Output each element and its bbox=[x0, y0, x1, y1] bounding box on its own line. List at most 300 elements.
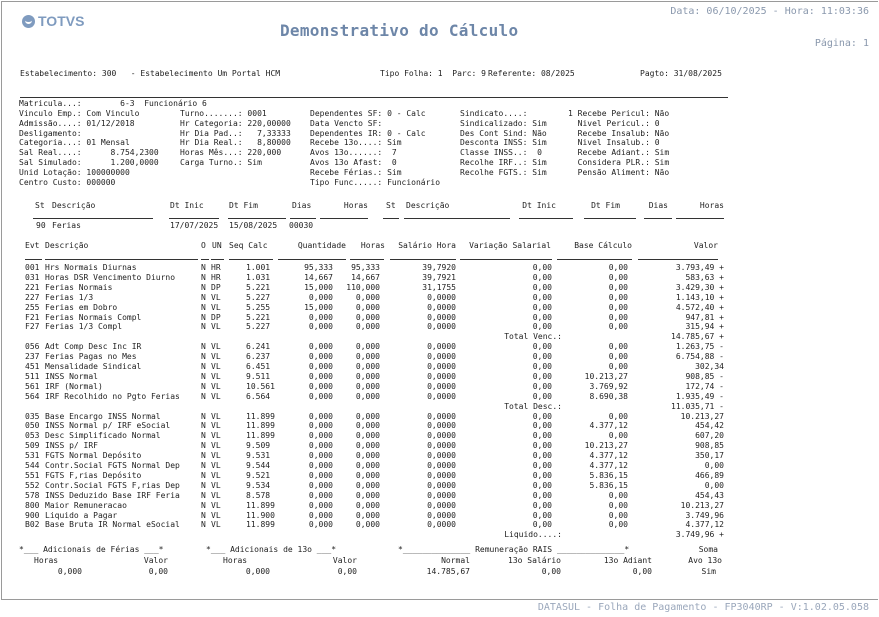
evt-horas: 0,000 bbox=[355, 292, 380, 302]
evt-un: HR bbox=[211, 272, 221, 282]
evt-valor: 454,43 bbox=[695, 490, 724, 500]
info-field: Hr Dia Pad..: 7,33333 bbox=[180, 128, 291, 138]
v-normal: 14.785,67 bbox=[426, 567, 470, 576]
soma-title: Soma bbox=[698, 545, 718, 554]
evt-seq: 5.227 bbox=[246, 292, 271, 302]
evt-seq: 11.899 bbox=[246, 421, 275, 431]
evt-salhora: 31,1755 bbox=[422, 282, 456, 292]
evt-desc: Ferias 1/3 Compl bbox=[45, 322, 123, 332]
evt-salhora: 0,0000 bbox=[427, 461, 456, 470]
column-underline bbox=[383, 218, 399, 219]
evt-valor: 1.935,49 - bbox=[675, 391, 724, 401]
evt-var: 0,00 bbox=[532, 421, 552, 431]
evt-seq: 6.451 bbox=[246, 362, 271, 371]
evt-o: N bbox=[201, 272, 206, 282]
info-field: Pensão Aliment: Não bbox=[568, 167, 670, 177]
situacao-header: Dt Fim bbox=[229, 201, 258, 210]
evt-desc: Ferias Normais Compl bbox=[45, 312, 142, 322]
evt-o: N bbox=[201, 470, 206, 480]
evt-var: 0,00 bbox=[532, 263, 552, 272]
situacao-header: Dt Inic bbox=[170, 201, 204, 210]
evt-var: 0,00 bbox=[532, 371, 552, 381]
evt-o: N bbox=[201, 362, 206, 371]
evt-code: 056 bbox=[25, 342, 40, 352]
evt-qtd: 15,000 bbox=[304, 302, 333, 312]
evt-seq: 11.899 bbox=[246, 411, 275, 421]
evt-salhora: 0,0000 bbox=[427, 381, 456, 391]
evt-seq: 5.221 bbox=[246, 282, 271, 292]
evt-code: 531 bbox=[25, 451, 40, 461]
evt-valor: 4.572,40 + bbox=[675, 302, 724, 312]
col-header-salhora: Salário Hora bbox=[398, 241, 456, 250]
total-label: Total Desc.: bbox=[504, 401, 562, 411]
evt-horas: 0,000 bbox=[355, 421, 380, 431]
evt-seq: 6.241 bbox=[246, 342, 271, 352]
evt-desc: Ferias Normais bbox=[45, 282, 113, 292]
evt-qtd: 95,333 bbox=[304, 263, 333, 272]
evt-code: 053 bbox=[25, 431, 40, 441]
info-field: Dependentes SF: 0 - Calc bbox=[310, 108, 426, 118]
evt-qtd: 0,000 bbox=[308, 411, 333, 421]
v-horas-ferias: 0,000 bbox=[57, 567, 82, 576]
evt-horas: 0,000 bbox=[355, 312, 380, 322]
tipo-folha: Tipo Folha: 1 Parc: 9 bbox=[380, 69, 486, 78]
evt-code: 900 bbox=[25, 510, 40, 520]
evt-valor: 3.793,49 + bbox=[675, 263, 724, 272]
evt-code: 551 bbox=[25, 470, 40, 480]
rais-title: *______________ Remuneração RAIS ______________* bbox=[398, 545, 630, 554]
date-time: Data: 06/10/2025 - Hora: 11:03:36 bbox=[670, 6, 869, 17]
evt-un: VL bbox=[211, 371, 221, 381]
evt-base: 0,00 bbox=[608, 282, 628, 292]
evt-qtd: 0,000 bbox=[308, 342, 333, 352]
situacao-inic: 17/07/2025 bbox=[170, 221, 219, 230]
evt-desc: INSS Normal bbox=[45, 371, 98, 381]
situacao-header: Dt Inic bbox=[522, 201, 556, 210]
column-underline bbox=[390, 259, 456, 260]
evt-salhora: 0,0000 bbox=[427, 431, 456, 441]
info-field: Recebe Férias.: Sim bbox=[310, 167, 402, 177]
evt-base: 5.836,15 bbox=[589, 470, 628, 480]
column-underline bbox=[25, 259, 42, 260]
evt-var: 0,00 bbox=[532, 282, 552, 292]
evt-qtd: 0,000 bbox=[308, 461, 333, 470]
evt-qtd: 0,000 bbox=[308, 312, 333, 322]
evt-code: 544 bbox=[25, 461, 40, 470]
evt-seq: 5.227 bbox=[246, 322, 271, 332]
info-field: Hr Dia Real.: 8,80000 bbox=[180, 138, 291, 148]
column-underline bbox=[320, 218, 368, 219]
info-field: Sindicato....: bbox=[460, 108, 528, 118]
evt-horas: 0,000 bbox=[355, 490, 380, 500]
info-field: Considera PLR.: Sim bbox=[568, 158, 670, 168]
evt-valor: 10.213,27 bbox=[680, 500, 724, 510]
evt-valor: 908,85 bbox=[695, 441, 724, 451]
evt-un: VL bbox=[211, 342, 221, 352]
evt-o: N bbox=[201, 302, 206, 312]
evt-code: 227 bbox=[25, 292, 40, 302]
evt-valor: 6.754,88 - bbox=[675, 352, 724, 362]
evt-seq: 9.521 bbox=[246, 470, 271, 480]
evt-valor: 0,00 bbox=[704, 480, 724, 490]
page-number: Página: 1 bbox=[814, 38, 869, 49]
evt-desc: Contr.Social FGTS F,rias Dep bbox=[45, 480, 180, 490]
evt-var: 0,00 bbox=[532, 451, 552, 461]
evt-base: 0,00 bbox=[608, 431, 628, 441]
evt-valor: 908,85 - bbox=[685, 371, 724, 381]
evt-desc: FGTS F,rias Depósito bbox=[45, 470, 142, 480]
evt-qtd: 0,000 bbox=[308, 510, 333, 520]
h-avos: Avo 13o bbox=[688, 556, 722, 565]
info-field: Admissão....: 01/12/2018 bbox=[19, 118, 135, 128]
evt-base: 4.377,12 bbox=[589, 451, 628, 461]
adicionais-ferias-title: *___ Adicionais de Férias ___* bbox=[19, 545, 164, 554]
evt-salhora: 0,0000 bbox=[427, 362, 456, 371]
evt-salhora: 0,0000 bbox=[427, 371, 456, 381]
info-field: Avos 13o Afast: 0 bbox=[310, 158, 397, 168]
evt-var: 0,00 bbox=[532, 312, 552, 322]
info-field: Recolhe IRF..: Sim bbox=[460, 158, 547, 168]
evt-seq: 11.899 bbox=[246, 500, 275, 510]
info-field: Recebe Insalub: Não bbox=[568, 128, 670, 138]
info-field: Sal Real....: 8.754,2300 bbox=[19, 148, 159, 158]
evt-un: VL bbox=[211, 352, 221, 362]
situacao-header: Horas bbox=[343, 201, 368, 210]
evt-un: VL bbox=[211, 451, 221, 461]
evt-var: 0,00 bbox=[532, 431, 552, 441]
evt-desc: Mensalidade Sindical bbox=[45, 362, 142, 371]
evt-base: 0,00 bbox=[608, 490, 628, 500]
evt-un: VL bbox=[211, 500, 221, 510]
evt-o: N bbox=[201, 342, 206, 352]
info-field: Centro Custo: 000000 bbox=[19, 177, 116, 187]
evt-qtd: 15,000 bbox=[304, 282, 333, 292]
evt-var: 0,00 bbox=[532, 510, 552, 520]
evt-horas: 0,000 bbox=[355, 470, 380, 480]
column-underline bbox=[290, 218, 316, 219]
evt-seq: 11.899 bbox=[246, 520, 275, 530]
info-field: Tipo Func.....: Funcionário bbox=[310, 177, 441, 187]
evt-base: 0,00 bbox=[608, 263, 628, 272]
evt-salhora: 39,7921 bbox=[422, 272, 456, 282]
estabelecimento: Estabelecimento: 300 - Estabelecimento Um Portal HCM bbox=[20, 69, 281, 78]
evt-un: VL bbox=[211, 381, 221, 391]
evt-salhora: 0,0000 bbox=[427, 352, 456, 362]
v-13o-adiant: 0,00 bbox=[632, 567, 652, 576]
col-header-valor: Valor bbox=[693, 241, 718, 250]
evt-horas: 110,000 bbox=[346, 282, 380, 292]
evt-seq: 5.221 bbox=[246, 312, 271, 322]
evt-desc: FGTS Normal Depósito bbox=[45, 451, 142, 461]
situacao-header: Dt Fim bbox=[591, 201, 620, 210]
evt-valor: 10.213,27 bbox=[680, 411, 724, 421]
evt-code: 552 bbox=[25, 480, 40, 490]
evt-valor: 466,89 bbox=[695, 470, 724, 480]
evt-code: 031 bbox=[25, 272, 40, 282]
info-field: Recebe Adiant.: Sim bbox=[568, 148, 670, 158]
evt-un: HR bbox=[211, 263, 221, 272]
evt-desc: IRF (Normal) bbox=[45, 381, 103, 391]
col-header-base: Base Cálculo bbox=[574, 241, 632, 250]
h-valor-ferias: Valor bbox=[143, 556, 168, 565]
evt-base: 0,00 bbox=[608, 272, 628, 282]
evt-salhora: 0,0000 bbox=[427, 441, 456, 451]
evt-o: N bbox=[201, 322, 206, 332]
evt-un: VL bbox=[211, 490, 221, 500]
evt-seq: 11.899 bbox=[246, 431, 275, 441]
evt-valor: 172,74 - bbox=[685, 381, 724, 391]
column-underline bbox=[676, 218, 724, 219]
evt-valor: 315,94 + bbox=[685, 322, 724, 332]
evt-code: 564 bbox=[25, 391, 40, 401]
pagto: Pagto: 31/08/2025 bbox=[640, 69, 722, 78]
evt-seq: 9.534 bbox=[246, 480, 271, 490]
evt-horas: 95,333 bbox=[351, 263, 380, 272]
evt-var: 0,00 bbox=[532, 520, 552, 530]
evt-qtd: 0,000 bbox=[308, 520, 333, 530]
evt-horas: 0,000 bbox=[355, 411, 380, 421]
evt-un: VL bbox=[211, 362, 221, 371]
evt-var: 0,00 bbox=[532, 352, 552, 362]
evt-desc: Base Encargo INSS Normal bbox=[45, 411, 161, 421]
evt-var: 0,00 bbox=[532, 411, 552, 421]
evt-valor: 1.263,75 - bbox=[675, 342, 724, 352]
column-underline bbox=[211, 259, 224, 260]
info-field: Data Vencto SF: bbox=[310, 118, 383, 128]
evt-code: 561 bbox=[25, 381, 40, 391]
v-valor-ferias: 0,00 bbox=[148, 567, 168, 576]
evt-base: 0,00 bbox=[608, 500, 628, 510]
evt-qtd: 0,000 bbox=[308, 381, 333, 391]
evt-code: F21 bbox=[25, 312, 40, 322]
evt-seq: 9.509 bbox=[246, 441, 271, 451]
evt-qtd: 0,000 bbox=[308, 500, 333, 510]
info-field: Desconta INSS: Sim bbox=[460, 138, 547, 148]
evt-base: 0,00 bbox=[608, 312, 628, 322]
info-field: Dependentes IR: 0 - Calc bbox=[310, 128, 426, 138]
evt-un: VL bbox=[211, 421, 221, 431]
col-header-evt: Evt bbox=[25, 241, 40, 250]
evt-seq: 5.255 bbox=[246, 302, 271, 312]
evt-o: N bbox=[201, 490, 206, 500]
evt-salhora: 0,0000 bbox=[427, 391, 456, 401]
h-13o-salario: 13o Salário bbox=[508, 556, 561, 565]
evt-valor: 947,81 + bbox=[685, 312, 724, 322]
evt-var: 0,00 bbox=[532, 322, 552, 332]
page-title: Demonstrativo do Cálculo bbox=[280, 21, 519, 40]
situacao-dias: 00030 bbox=[289, 221, 314, 230]
total-value: 11.035,71 - bbox=[671, 401, 724, 411]
evt-code: 221 bbox=[25, 282, 40, 292]
v-13o-salario: 0,00 bbox=[541, 567, 561, 576]
info-field: Nivel Pericul.: 0 bbox=[568, 118, 660, 128]
evt-o: N bbox=[201, 391, 206, 401]
evt-seq: 6.237 bbox=[246, 352, 271, 362]
evt-code: 001 bbox=[25, 263, 40, 272]
column-underline bbox=[519, 218, 573, 219]
total-value: 14.785,67 + bbox=[671, 332, 724, 342]
col-header-var: Variação Salarial bbox=[469, 241, 551, 250]
column-underline bbox=[460, 259, 552, 260]
evt-o: N bbox=[201, 263, 206, 272]
evt-o: N bbox=[201, 461, 206, 470]
evt-o: N bbox=[201, 510, 206, 520]
evt-base: 0,00 bbox=[608, 362, 628, 371]
situacao-header: Dias bbox=[292, 201, 312, 210]
evt-base: 0,00 bbox=[608, 520, 628, 530]
evt-seq: 8.578 bbox=[246, 490, 271, 500]
h-normal: Normal bbox=[441, 556, 470, 565]
evt-qtd: 0,000 bbox=[308, 470, 333, 480]
evt-horas: 0,000 bbox=[355, 480, 380, 490]
info-field: Carga Turno.: Sim bbox=[180, 158, 262, 168]
evt-valor: 607,20 bbox=[695, 431, 724, 441]
evt-o: N bbox=[201, 441, 206, 451]
evt-horas: 0,000 bbox=[355, 342, 380, 352]
evt-un: VL bbox=[211, 302, 221, 312]
info-field: 1 Recebe Pericul: Não bbox=[568, 108, 670, 118]
evt-qtd: 0,000 bbox=[308, 292, 333, 302]
evt-un: VL bbox=[211, 411, 221, 421]
evt-horas: 0,000 bbox=[355, 381, 380, 391]
evt-qtd: 0,000 bbox=[308, 421, 333, 431]
evt-code: F27 bbox=[25, 322, 40, 332]
col-header-horas: Horas bbox=[360, 241, 385, 250]
v-avos: Sim bbox=[701, 567, 716, 576]
evt-desc: Ferias 1/3 bbox=[45, 292, 94, 302]
evt-horas: 0,000 bbox=[355, 362, 380, 371]
evt-code: 050 bbox=[25, 421, 40, 431]
evt-var: 0,00 bbox=[532, 391, 552, 401]
evt-horas: 0,000 bbox=[355, 352, 380, 362]
evt-code: 800 bbox=[25, 500, 40, 510]
info-field: Hr Categoria: 220,00000 bbox=[180, 118, 291, 128]
situacao-desc: Ferias bbox=[52, 221, 81, 230]
evt-code: 255 bbox=[25, 302, 40, 312]
evt-horas: 0,000 bbox=[355, 391, 380, 401]
evt-o: N bbox=[201, 451, 206, 461]
evt-desc: IRF Recolhido no Pgto Ferias bbox=[45, 391, 180, 401]
evt-base: 10.213,27 bbox=[584, 371, 628, 381]
col-header-seq: Seq Calc bbox=[229, 241, 268, 250]
evt-base: 3.769,92 bbox=[589, 381, 628, 391]
evt-var: 0,00 bbox=[532, 292, 552, 302]
evt-base: 0,00 bbox=[608, 322, 628, 332]
totvs-logo-icon bbox=[22, 15, 35, 28]
evt-base: 0,00 bbox=[608, 342, 628, 352]
evt-var: 0,00 bbox=[532, 302, 552, 312]
column-underline bbox=[229, 259, 273, 260]
evt-horas: 0,000 bbox=[355, 510, 380, 520]
evt-var: 0,00 bbox=[532, 441, 552, 451]
evt-var: 0,00 bbox=[532, 272, 552, 282]
evt-salhora: 0,0000 bbox=[427, 480, 456, 490]
info-field: Unid Lotação: 100000000 bbox=[19, 167, 130, 177]
evt-qtd: 0,000 bbox=[308, 362, 333, 371]
evt-desc: Ferias em Dobro bbox=[45, 302, 118, 312]
evt-valor: 3.749,96 bbox=[685, 510, 724, 520]
evt-salhora: 0,0000 bbox=[427, 520, 456, 530]
evt-base: 10.213,27 bbox=[584, 441, 628, 451]
footer: DATASUL - Folha de Pagamento - FP3040RP - V:1.02.05.058 bbox=[537, 602, 869, 613]
column-underline bbox=[644, 218, 672, 219]
evt-qtd: 0,000 bbox=[308, 391, 333, 401]
evt-o: N bbox=[201, 282, 206, 292]
evt-o: N bbox=[201, 431, 206, 441]
total-value: 3.749,96 + bbox=[675, 530, 724, 540]
evt-var: 0,00 bbox=[532, 461, 552, 470]
evt-salhora: 0,0000 bbox=[427, 411, 456, 421]
evt-base: 4.377,12 bbox=[589, 421, 628, 431]
v-valor-13o: 0,00 bbox=[337, 567, 357, 576]
totvs-logo bbox=[22, 13, 84, 29]
evt-o: N bbox=[201, 381, 206, 391]
evt-o: N bbox=[201, 371, 206, 381]
situacao-header: St bbox=[35, 201, 45, 210]
evt-qtd: 0,000 bbox=[308, 352, 333, 362]
evt-valor: 4.377,12 bbox=[685, 520, 724, 530]
evt-qtd: 0,000 bbox=[308, 480, 333, 490]
evt-base: 0,00 bbox=[608, 510, 628, 520]
evt-o: N bbox=[201, 520, 206, 530]
column-underline bbox=[45, 259, 198, 260]
evt-desc: Base Bruta IR Normal eSocial bbox=[45, 520, 180, 530]
evt-o: N bbox=[201, 352, 206, 362]
evt-valor: 350,17 bbox=[695, 451, 724, 461]
info-field: Desligamento: bbox=[19, 128, 82, 138]
referente: Referente: 08/2025 bbox=[488, 69, 575, 78]
col-header-desc: Descrição bbox=[45, 241, 89, 250]
evt-desc: Maior Remuneracao bbox=[45, 500, 127, 510]
evt-desc: INSS Deduzido Base IRF Feria bbox=[45, 490, 180, 500]
evt-o: N bbox=[201, 500, 206, 510]
situacao-header: Horas bbox=[699, 201, 724, 210]
evt-horas: 0,000 bbox=[355, 461, 380, 470]
h-horas-13o: Horas bbox=[223, 556, 248, 565]
evt-horas: 0,000 bbox=[355, 500, 380, 510]
evt-seq: 1.031 bbox=[246, 272, 271, 282]
situacao-header: St bbox=[386, 201, 396, 210]
column-underline bbox=[169, 218, 219, 219]
evt-salhora: 0,0000 bbox=[427, 510, 456, 520]
total-label: Total Venc.: bbox=[504, 332, 562, 342]
evt-code: 237 bbox=[25, 352, 40, 362]
evt-salhora: 0,0000 bbox=[427, 312, 456, 322]
info-field: Horas Mês...: 220,000 bbox=[180, 148, 282, 158]
evt-qtd: 0,000 bbox=[308, 441, 333, 451]
evt-desc: Contr.Social FGTS Normal Dep bbox=[45, 461, 180, 470]
evt-un: DP bbox=[211, 312, 221, 322]
info-field: Matricula...: 6-3 Funcionário 6 bbox=[19, 99, 207, 108]
evt-base: 4.377,12 bbox=[589, 461, 628, 470]
evt-un: VL bbox=[211, 510, 221, 520]
evt-var: 0,00 bbox=[532, 362, 552, 371]
info-field: Turno.......: 0001 bbox=[180, 108, 267, 118]
column-underline bbox=[638, 259, 718, 260]
col-header-qtd: Quantidade bbox=[297, 241, 346, 250]
situacao-fim: 15/08/2025 bbox=[229, 221, 278, 230]
col-header-un: UN bbox=[212, 241, 222, 250]
adicionais-13o-title: *___ Adicionais de 13o ___* bbox=[206, 545, 337, 554]
evt-var: 0,00 bbox=[532, 490, 552, 500]
evt-horas: 0,000 bbox=[355, 302, 380, 312]
situacao-header: Dias bbox=[648, 201, 668, 210]
evt-desc: INSS Normal p/ IRF eSocial bbox=[45, 421, 171, 431]
situacao-header: Descrição bbox=[406, 201, 450, 210]
evt-o: N bbox=[201, 411, 206, 421]
info-field: Recolhe FGTS.: Sim bbox=[460, 167, 547, 177]
evt-un: VL bbox=[211, 441, 221, 451]
